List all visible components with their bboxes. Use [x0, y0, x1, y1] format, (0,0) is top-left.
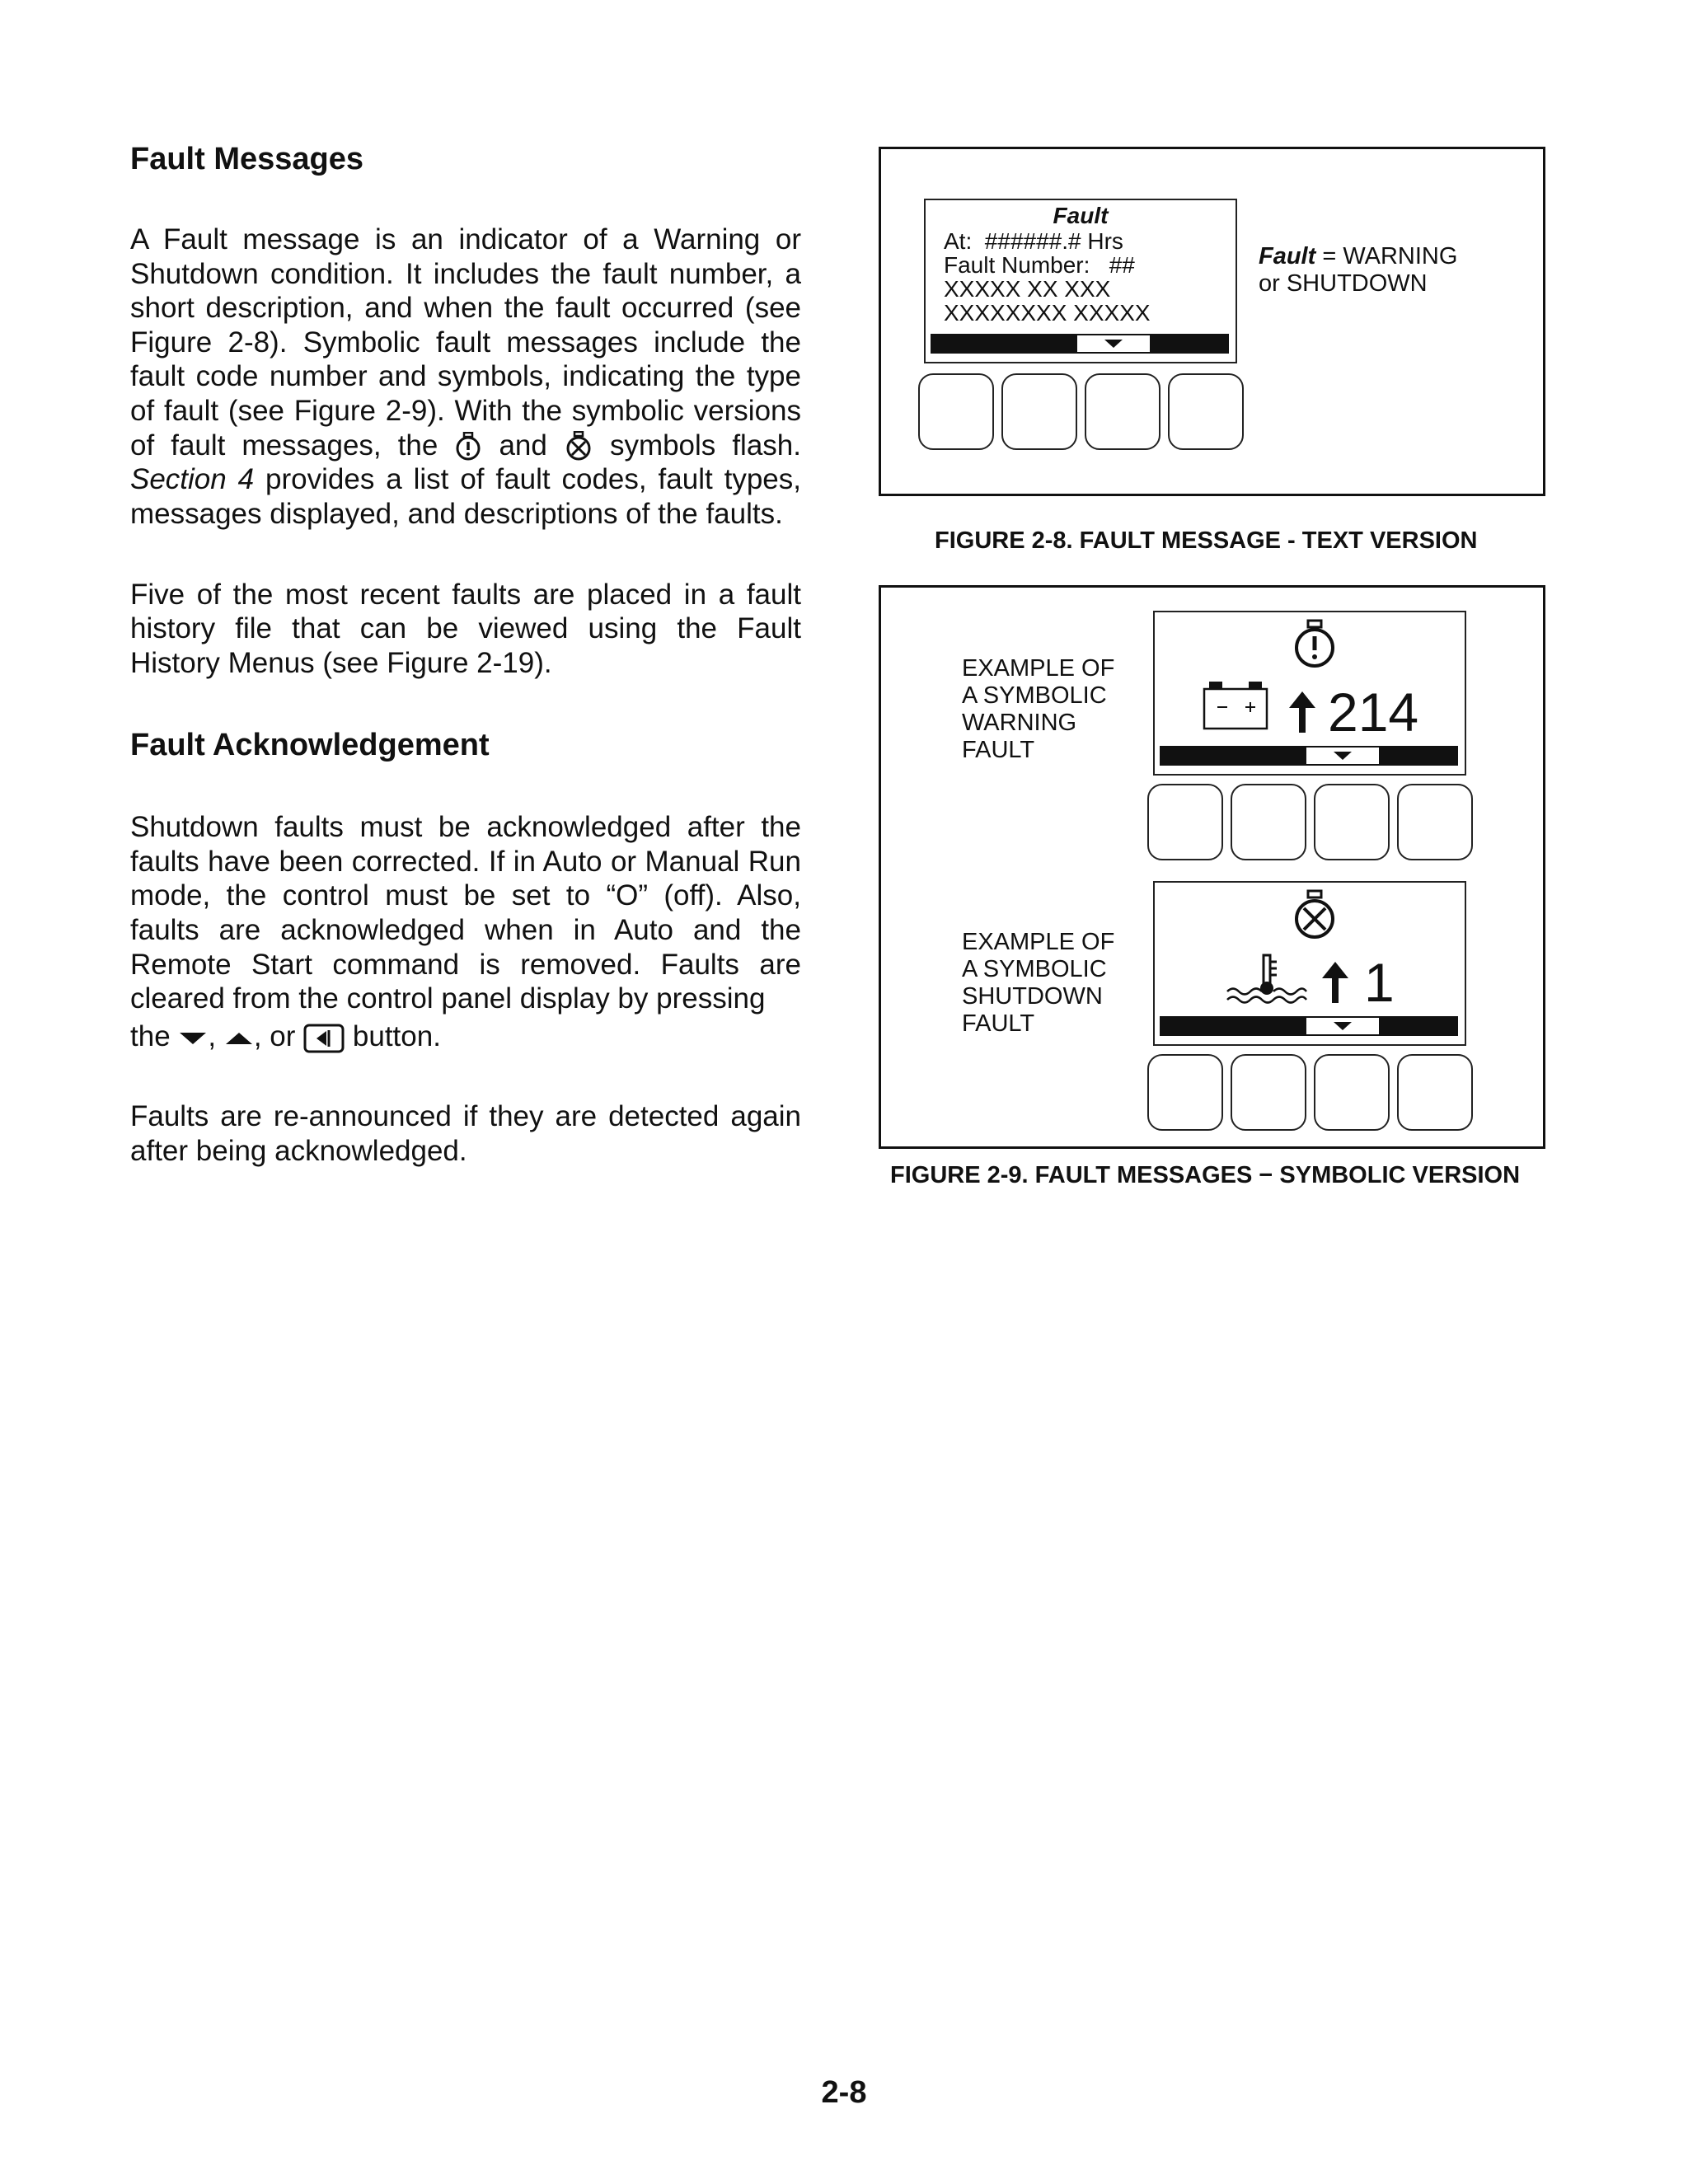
soft-key-button[interactable]	[1397, 1054, 1473, 1131]
shutdown-fault-code: 1	[1364, 952, 1395, 1013]
legend-text: or SHUTDOWN	[1259, 270, 1428, 297]
up-arrow-icon	[1287, 690, 1318, 734]
fault-history-paragraph: Five of the most recent faults are placed in a fault history file that can be viewed using the Fault History Menus (see Figure 2-19).	[130, 578, 801, 679]
soft-key-button[interactable]	[1397, 784, 1473, 860]
lcd-line: At: ######.# Hrs	[944, 228, 1123, 254]
left-column	[130, 124, 801, 1169]
paragraph-text: provides a list of fault codes, fault types, messages displayed, and descriptions of the faults.	[130, 463, 801, 530]
figure-2-9-caption: FIGURE 2-9. FAULT MESSAGES − SYMBOLIC VERSION	[890, 1162, 1521, 1188]
label-line: FAULT	[962, 1010, 1035, 1037]
button-list-line	[130, 1019, 801, 1054]
label-line: A SYMBOLIC	[962, 956, 1107, 982]
paragraph-text: , or	[253, 1019, 296, 1052]
section-heading-fault-acknowledgement: Fault Acknowledgement	[130, 728, 490, 763]
back-button-icon	[303, 1024, 345, 1053]
up-arrow-icon	[1320, 960, 1351, 1005]
soft-key-button[interactable]	[1147, 784, 1223, 860]
down-arrow-icon	[178, 1030, 208, 1047]
warning-symbol-icon	[454, 432, 482, 462]
lcd-title: Fault	[1053, 203, 1109, 228]
soft-key-button[interactable]	[1231, 784, 1306, 860]
warning-example-label	[962, 655, 1114, 764]
paragraph-text: Shutdown faults must be acknowledged after the faults have been corrected. If in Auto or Manual Run mode, the control must be set to “O” (off). Also, faults are acknowledged when in Auto and the Remote Start command is removed. Faults are cleared from the control panel display by pressing	[130, 811, 801, 1015]
figure-2-8-box	[879, 147, 1545, 496]
lcd-line: XXXXXXXX XXXXX	[944, 300, 1151, 326]
lcd-softkey-bar	[1151, 334, 1229, 354]
soft-key-button[interactable]	[1168, 373, 1244, 450]
lcd-line: Fault Number: ##	[944, 252, 1135, 278]
label-line: EXAMPLE OF	[962, 655, 1115, 682]
paragraph-text: the	[130, 1019, 171, 1052]
lcd-softkey-bar	[1381, 746, 1458, 766]
soft-key-button[interactable]	[1001, 373, 1077, 450]
warning-symbol-icon	[1291, 619, 1339, 668]
paragraph-text: A Fault message is an indicator of a Warning or Shutdown condition. It includes the fault number, a short description, and when the fault occurred (see Figure 2-8). Symbolic fault messages include the fault code number and symbols, indicating the type of fault (see Figure 2-9). With the symbolic versions of fault messages, the	[130, 223, 801, 462]
lcd-line: XXXXX XX XXX	[944, 276, 1111, 302]
fault-messages-paragraph	[130, 223, 801, 532]
lcd-softkey-bar	[1160, 746, 1305, 766]
soft-key-button[interactable]	[1147, 1054, 1223, 1131]
down-arrow-icon	[1077, 335, 1150, 352]
lcd-softkey-bar	[1160, 1016, 1305, 1036]
label-line: WARNING	[962, 710, 1077, 736]
soft-key-button[interactable]	[1314, 1054, 1390, 1131]
lcd-softkey-bar	[1381, 1016, 1458, 1036]
battery-icon	[1203, 680, 1270, 733]
shutdown-symbol-icon	[564, 431, 593, 462]
up-arrow-icon	[224, 1030, 254, 1047]
down-arrow-icon	[1306, 748, 1379, 764]
shutdown-symbol-icon	[1289, 889, 1340, 940]
shutdown-lcd-display	[1153, 881, 1466, 1046]
label-line: A SYMBOLIC	[962, 682, 1107, 709]
figure-2-8-caption: FIGURE 2-8. FAULT MESSAGE - TEXT VERSION	[935, 527, 1478, 554]
lcd-display	[924, 199, 1237, 363]
figure-legend	[1259, 243, 1457, 298]
paragraph-text: ,	[208, 1019, 217, 1052]
soft-key-button[interactable]	[1085, 373, 1160, 450]
section-reference: Section 4	[130, 463, 255, 496]
soft-key-button[interactable]	[918, 373, 994, 450]
paragraph-text: button.	[352, 1019, 441, 1052]
lcd-softkey-bar	[1076, 334, 1151, 354]
legend-term: Fault	[1259, 243, 1316, 269]
lcd-softkey-bar	[1305, 1016, 1381, 1036]
label-line: SHUTDOWN	[962, 983, 1103, 1010]
label-line: EXAMPLE OF	[962, 929, 1115, 955]
coolant-temperature-icon	[1226, 954, 1308, 1008]
paragraph-text: symbols flash.	[609, 429, 801, 462]
page-number: 2-8	[821, 2075, 867, 2110]
legend-text: = WARNING	[1315, 243, 1458, 269]
paragraph-text: and	[499, 429, 547, 462]
section-heading-fault-messages: Fault Messages	[130, 142, 363, 176]
soft-key-button[interactable]	[1314, 784, 1390, 860]
shutdown-example-label	[962, 929, 1114, 1038]
down-arrow-icon	[1306, 1018, 1379, 1034]
label-line: FAULT	[962, 737, 1035, 763]
lcd-softkey-bar	[931, 334, 1076, 354]
figure-2-9-box	[879, 585, 1545, 1149]
warning-lcd-display	[1153, 611, 1466, 776]
lcd-softkey-bar	[1305, 746, 1381, 766]
soft-key-button[interactable]	[1231, 1054, 1306, 1131]
fault-acknowledgement-paragraph	[130, 810, 801, 1016]
warning-fault-code: 214	[1328, 682, 1419, 743]
reannounce-paragraph: Faults are re-announced if they are detected again after being acknowledged.	[130, 1100, 801, 1168]
